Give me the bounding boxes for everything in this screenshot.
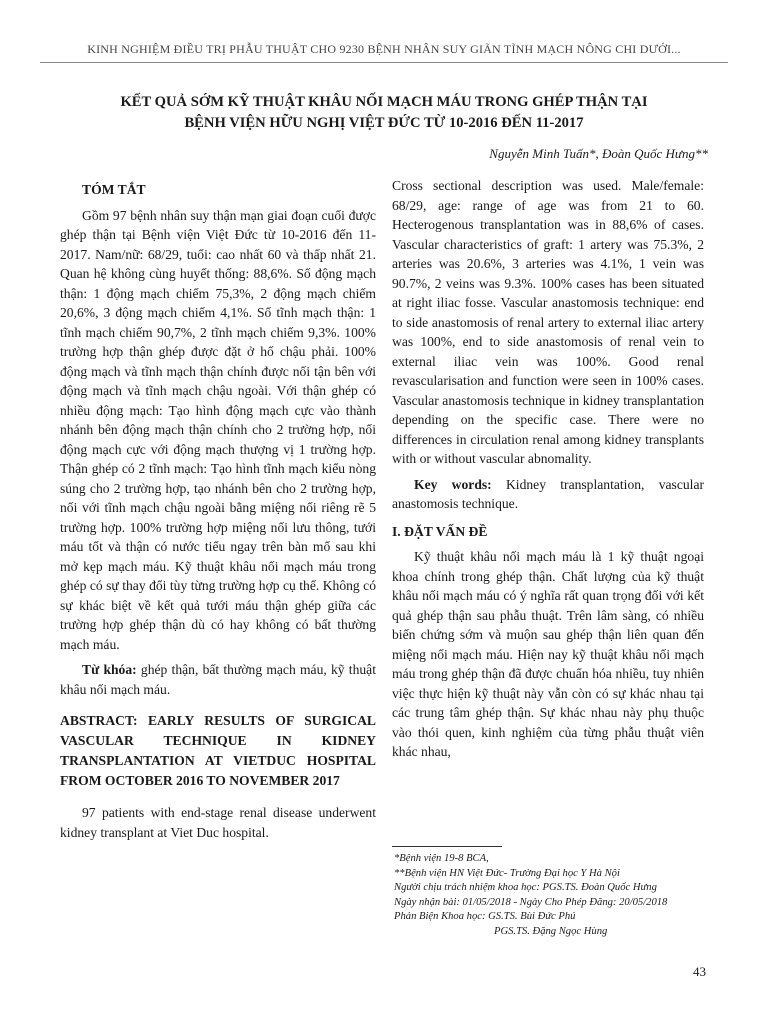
keywords-en-label: Key words: [414,476,492,492]
keywords-text: ghép thận, bất thường mạch máu, kỹ thuật khâu nối mạch máu. [60,662,376,697]
abstract-heading: ABSTRACT: EARLY RESULTS OF SURGICAL VASCULAR TECHNIQUE IN KIDNEY TRANSPLANTATION AT VIETDUC HOSPITAL FROM OCTOBER 2016 TO NOVEMBER 2017 [60,713,376,788]
footnote-6: PGS.TS. Đặng Ngọc Hùng [494,925,608,937]
left-column [60,176,376,842]
footnote-rule [392,846,502,847]
footnote-3: Người chịu trách nhiệm khoa học: PGS.TS. Đoàn Quốc Hưng [394,882,657,893]
footnote-5: Phản Biện Khoa học: GS.TS. Bùi Đức Phú [394,911,576,922]
footnote-1: *Bệnh viện 19-8 BCA, [394,853,489,864]
abstract-continued: Cross sectional description was used. Male/female: 68/29, age: range of age was from 21 to 60. Hecterogenous transplantation was in 88,6% of cases. Vascular characteristics of graft: 1 artery was 75.3%, 2 arteries was 20.6%, 3 arteries was 4.1%, 1 vein was 90.7%, 2 veins was 9.3%. 100% cases has been situated at right iliac fosse. Vascular anastomosis technique: end to side anastomosis of renal artery to external iliac artery was 100%, end to side anastomosis of renal vein to external iliac vein was 100%. Good renal revascularisation and function were seen in 100% cases. Vascular anastomosis technique in kidney transplantation depending on the specific case. There were no differences in circulation renal among kidney transplants with or without vascular abnomality. [392,178,704,466]
keywords-en-text: Kidney transplantation, vascular anastomosis technique. [392,476,705,511]
title-line-1: KẾT QUẢ SỚM KỸ THUẬT KHÂU NỐI MẠCH MÁU TRONG GHÉP THẬN TẠI [120,94,648,110]
keywords-vi [60,660,376,699]
intro-heading: I. ĐẶT VẤN ĐỀ [392,523,488,539]
footnote-4: Ngày nhận bài: 01/05/2018 - Ngày Cho Phép Đăng: 20/05/2018 [394,896,668,908]
authors: Nguyễn Minh Tuấn*, Đoàn Quốc Hưng** [489,146,708,161]
article-title [50,92,718,134]
keywords-label: Từ khóa: [82,662,137,677]
header-rule [40,62,728,63]
keywords-en [392,475,704,514]
right-column [392,176,704,762]
intro-text: Kỹ thuật khâu nối mạch máu là 1 kỹ thuật ngoại khoa chính trong ghép thận. Chất lượng của kỹ thuật khâu nối mạch máu có ý nghĩa rất quan trọng đối với kết quả ghép thận sau phẫu thuật. Trên lâm sàng, có nhiều biến chứng sớm và muộn sau ghép thận liên quan đến miệng nối mạch máu. Hiện nay kỹ thuật khâu nối mạch máu trong ghép thận đã được chuẩn hóa nhiều, tuy nhiên việc thực hiện kỹ thuật này vẫn còn có sự khác nhau tại các trung tâm ghép thận. Sự khác nhau này phụ thuộc vào thói quen, kinh nghiệm của từng phẫu thuật viên khác nhau, [392,549,704,759]
footnotes [394,852,667,939]
summary-text: Gồm 97 bệnh nhân suy thận mạn giai đoạn cuối được ghép thận tại Bệnh viện Việt Đức từ 10-2016 đến 11-2017. Nam/nữ: 68/29, tuổi: cao nhất 60 và thấp nhất 21. Quan hệ không cùng huyết thống: 88,6%. Số động mạch thận: 1 động mạch chiếm 75,3%, 2 động mạch chiếm 20,6%, 3 động mạch chiếm 4,1%. Số tĩnh mạch thận: 1 tĩnh mạch chiếm 90,7%, 2 tĩnh mạch chiếm 9,3%. 100% trường hợp thận ghép được đặt ở hố chậu phải. 100% động mạch và tĩnh mạch thận chính được nối tận bên với động mạch và tĩnh mạch chậu ngoài. Với thận ghép có nhiều động mạch: Tạo hình động mạch cực vào thành nhánh bên động mạch thận chính cho 2 trường hợp, nối động mạch cực với động mạch thượng vị 1 trường hợp. Thận ghép có 2 tĩnh mạch: Tạo hình tĩnh mạch kiểu nòng súng cho 2 trường hợp, tạo nhánh bên cho 2 trường hợp, nối với tĩnh mạch chậu ngoài bằng miệng nối riêng rẽ 5 trường hợp. 100% trường hợp miệng nối lưu thông, tưới máu tốt và thận có nước tiểu ngay trên bàn mổ sau khi mở kẹp mạch máu. Kỹ thuật khâu nối mạch máu trong ghép có sự thay đổi tùy từng trường hợp cụ thể. Không có sự khác biệt về kết quả tưới máu thận ghép giữa các trường hợp ghép thận dù có hay không có bất thường mạch máu. [60,207,376,652]
summary-heading: TÓM TẮT [82,182,146,197]
title-line-2: BỆNH VIỆN HỮU NGHỊ VIỆT ĐỨC TỪ 10-2016 ĐẾN 11-2017 [184,115,584,131]
page-number: 43 [693,964,706,979]
abstract-start: 97 patients with end-stage renal disease underwent kidney transplant at Viet Duc hospital. [60,805,376,840]
running-header: KINH NGHIỆM ĐIỀU TRỊ PHẪU THUẬT CHO 9230 BỆNH NHÂN SUY GIÃN TĨNH MẠCH NÔNG CHI DƯỚI... [87,42,681,56]
footnote-2: **Bệnh viện HN Việt Đức- Trường Đại học Y Hà Nội [394,867,620,879]
